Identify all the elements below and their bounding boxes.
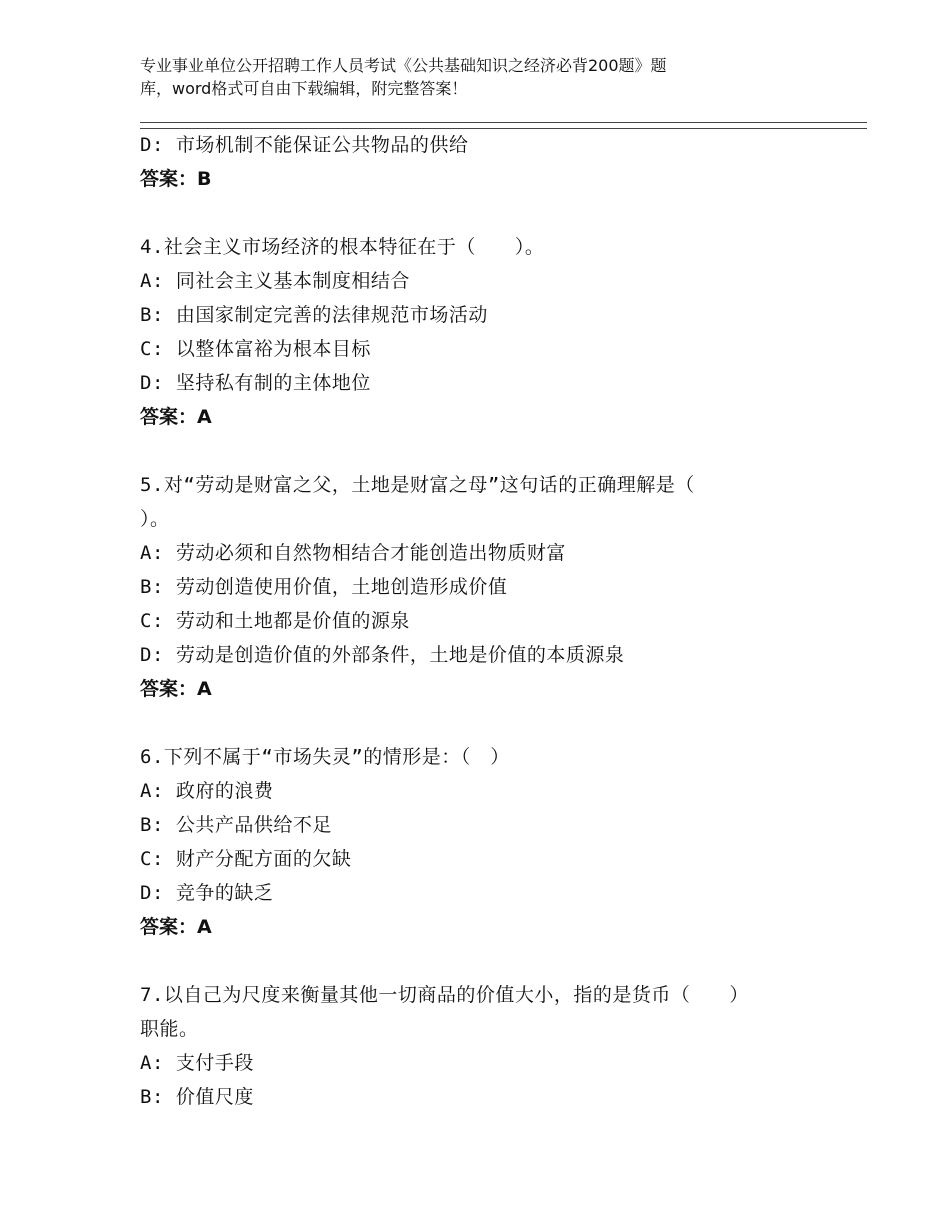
option-a: A: 同社会主义基本制度相结合 [140,270,410,292]
option-b: B: 公共产品供给不足 [140,814,332,836]
spacer [140,196,820,230]
question-stem: 4.社会主义市场经济的根本特征在于（ ）。 [140,236,545,258]
spacer [140,706,820,740]
option-c: C: 以整体富裕为根本目标 [140,338,371,360]
question-5 [140,468,820,706]
option-d: D: 劳动是创造价值的外部条件，土地是价值的本质源泉 [140,644,625,666]
question-stem: 6.下列不属于“市场失灵”的情形是：（ ） [140,746,510,768]
question-list [140,128,820,1114]
answer-label: 答案：B [140,168,212,190]
question-stem-line-2: 职能。 [140,1018,199,1040]
option-c: C: 劳动和土地都是价值的源泉 [140,610,410,632]
option-d: D: 市场机制不能保证公共物品的供给 [140,134,469,156]
answer-label: 答案：A [140,678,212,700]
header-line-1: 专业事业单位公开招聘工作人员考试《公共基础知识之经济必背200题》题 [140,56,667,75]
option-a: A: 劳动必须和自然物相结合才能创造出物质财富 [140,542,566,564]
answer-label: 答案：A [140,406,212,428]
question-3-tail [140,128,820,196]
spacer [140,944,820,978]
option-d: D: 坚持私有制的主体地位 [140,372,371,394]
question-4 [140,230,820,434]
question-7 [140,978,820,1114]
question-stem-line-1: 7.以自己为尺度来衡量其他一切商品的价值大小，指的是货币（ ） [140,984,749,1006]
spacer [140,434,820,468]
option-b: B: 价值尺度 [140,1086,254,1108]
option-b: B: 劳动创造使用价值，土地创造形成价值 [140,576,508,598]
answer-label: 答案：A [140,916,212,938]
document-header [140,54,790,100]
option-c: C: 财产分配方面的欠缺 [140,848,352,870]
option-a: A: 政府的浪费 [140,780,274,802]
question-stem-line-1: 5.对“劳动是财富之父，土地是财富之母”这句话的正确理解是（ [140,474,695,496]
option-a: A: 支付手段 [140,1052,254,1074]
question-6 [140,740,820,944]
question-stem-line-2: ）。 [140,508,170,530]
header-line-2: 库，word格式可自由下载编辑，附完整答案！ [140,79,468,98]
option-b: B: 由国家制定完善的法律规范市场活动 [140,304,488,326]
option-d: D: 竞争的缺乏 [140,882,274,904]
